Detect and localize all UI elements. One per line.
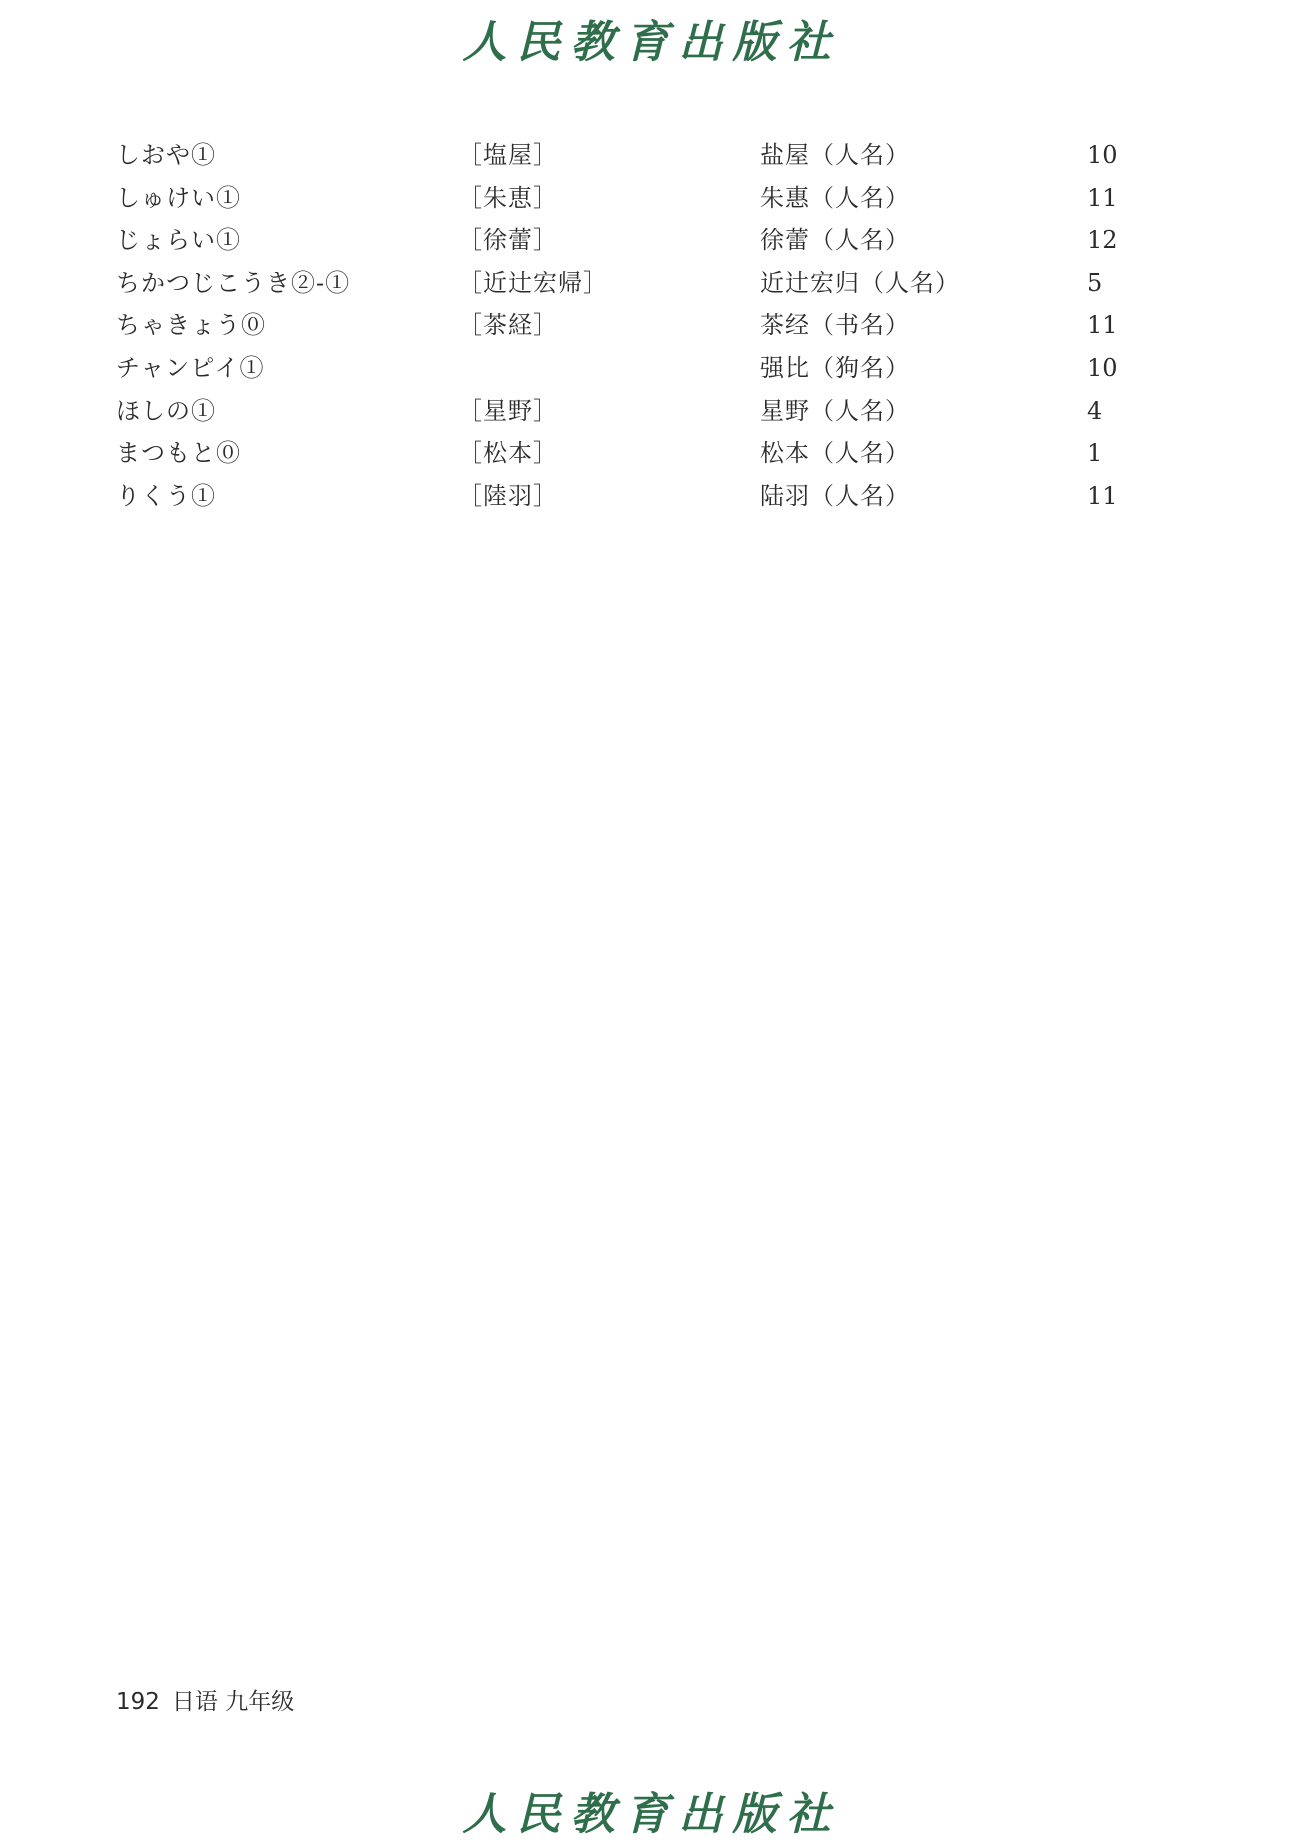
kanji: ［陸羽］	[458, 481, 558, 510]
meaning: 徐蕾（人名）	[760, 226, 910, 255]
kanji: ［茶経］	[458, 311, 558, 340]
glossary-list	[0, 134, 1303, 517]
kanji: ［松本］	[458, 439, 558, 468]
lesson-number: 11	[1087, 183, 1118, 212]
list-item	[0, 475, 1303, 518]
kanji: ［星野］	[458, 396, 558, 425]
lesson-number: 4	[1087, 396, 1103, 425]
kanji: ［塩屋］	[458, 141, 558, 169]
lesson-number: 10	[1087, 353, 1118, 382]
reading: ほしの①	[116, 396, 216, 425]
reading: チャンピイ①	[116, 353, 265, 382]
book-title: 日语 九年级	[171, 1689, 295, 1715]
publisher-logo-bottom: 人民教育出版社	[462, 1789, 841, 1840]
list-item	[0, 262, 1303, 305]
lesson-number: 1	[1087, 439, 1103, 468]
reading: まつもと⓪	[116, 439, 241, 468]
publisher-logo-top: 人民教育出版社	[462, 17, 841, 68]
reading: しおや①	[116, 141, 216, 169]
reading: ちゃきょう⓪	[116, 311, 266, 340]
list-item	[0, 219, 1303, 262]
meaning: 陆羽（人名）	[760, 481, 910, 510]
kanji: ［徐蕾］	[458, 226, 558, 255]
meaning: 强比（狗名）	[760, 353, 910, 382]
lesson-number: 11	[1087, 481, 1118, 510]
page-footer	[116, 1683, 294, 1716]
kanji: ［朱恵］	[458, 183, 558, 212]
reading: じょらい①	[116, 226, 241, 255]
list-item	[0, 177, 1303, 220]
kanji: ［近辻宏帰］	[458, 268, 608, 297]
reading: りくう①	[116, 481, 216, 510]
meaning: 茶经（书名）	[760, 311, 910, 340]
lesson-number: 12	[1087, 226, 1118, 255]
list-item	[0, 432, 1303, 475]
reading: ちかつじこうき②-①	[116, 268, 351, 297]
meaning: 朱惠（人名）	[760, 183, 910, 212]
meaning: 近辻宏归（人名）	[760, 268, 960, 297]
page-number: 192	[116, 1689, 160, 1715]
reading: しゅけい①	[116, 183, 241, 212]
list-item	[0, 347, 1303, 390]
lesson-number: 10	[1087, 141, 1118, 169]
meaning: 松本（人名）	[760, 439, 910, 468]
list-item	[0, 390, 1303, 433]
meaning: 星野（人名）	[760, 396, 910, 425]
lesson-number: 11	[1087, 311, 1118, 340]
list-item	[0, 304, 1303, 347]
meaning: 盐屋（人名）	[760, 141, 910, 169]
list-item	[0, 134, 1303, 177]
lesson-number: 5	[1087, 268, 1103, 297]
